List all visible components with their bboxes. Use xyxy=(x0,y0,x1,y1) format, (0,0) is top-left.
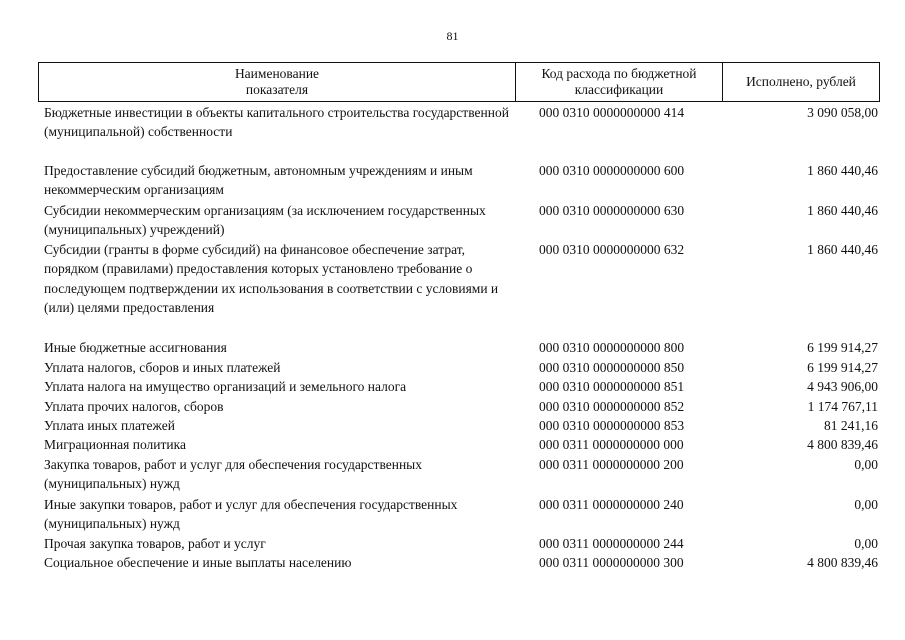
row-amount: 0,00 xyxy=(854,457,878,472)
row-amount: 1 860 440,46 xyxy=(807,242,878,257)
row-amount: 0,00 xyxy=(854,497,878,512)
table-header xyxy=(38,62,880,102)
row-code: 000 0310 0000000000 600 xyxy=(539,163,685,178)
row-name: Миграционная политика xyxy=(44,437,186,452)
row-code: 000 0311 0000000000 200 xyxy=(539,457,684,472)
row-amount: 3 090 058,00 xyxy=(807,105,878,120)
row-name: Предоставление субсидий бюджетным, автономным учреждениям и иным некоммерческим организациям xyxy=(44,163,473,198)
row-code: 000 0310 0000000000 800 xyxy=(539,340,685,355)
row-name: Социальное обеспечение и иные выплаты населению xyxy=(44,555,352,570)
row-amount: 81 241,16 xyxy=(824,418,878,433)
row-name: Субсидии некоммерческим организациям (за исключением государственных (муниципальных) учреждений) xyxy=(44,203,486,238)
row-name: Уплата налогов, сборов и иных платежей xyxy=(44,360,281,375)
row-code: 000 0311 0000000000 240 xyxy=(539,497,684,512)
row-code: 000 0310 0000000000 852 xyxy=(539,399,685,414)
row-name: Уплата прочих налогов, сборов xyxy=(44,399,224,414)
row-amount: 4 943 906,00 xyxy=(807,379,878,394)
row-code: 000 0310 0000000000 414 xyxy=(539,105,685,120)
row-amount: 0,00 xyxy=(854,536,878,551)
row-name: Иные закупки товаров, работ и услуг для обеспечения государственных (муниципальных) нужд xyxy=(44,497,458,532)
row-amount: 1 860 440,46 xyxy=(807,163,878,178)
row-code: 000 0310 0000000000 851 xyxy=(539,379,685,394)
row-name: Субсидии (гранты в форме субсидий) на финансовое обеспечение затрат, порядком (правилами) предоставления которых установлено требование о последующем подтверждении их использования в соответствии с условиями и (или) целями предоставления xyxy=(44,242,499,315)
row-amount: 1 174 767,11 xyxy=(807,399,878,414)
row-name: Бюджетные инвестиции в объекты капитального строительства государственной (муниципальной) собственности xyxy=(44,105,509,140)
row-code: 000 0310 0000000000 630 xyxy=(539,203,685,218)
row-name: Прочая закупка товаров, работ и услуг xyxy=(44,536,266,551)
row-code: 000 0310 0000000000 853 xyxy=(539,418,685,433)
header-amount-column: Исполнено, рублей xyxy=(746,74,856,89)
row-name: Уплата иных платежей xyxy=(44,418,175,433)
row-code: 000 0311 0000000000 300 xyxy=(539,555,684,570)
row-amount: 6 199 914,27 xyxy=(807,360,878,375)
header-name-column: Наименование показателя xyxy=(39,63,516,101)
row-amount: 4 800 839,46 xyxy=(807,555,878,570)
row-code: 000 0310 0000000000 632 xyxy=(539,242,685,257)
page-number: 81 xyxy=(446,29,459,43)
row-amount: 6 199 914,27 xyxy=(807,340,878,355)
row-code: 000 0311 0000000000 000 xyxy=(539,437,684,452)
header-code-column: Код расхода по бюджетной классификации xyxy=(516,63,723,101)
row-code: 000 0311 0000000000 244 xyxy=(539,536,684,551)
row-name: Иные бюджетные ассигнования xyxy=(44,340,227,355)
row-code: 000 0310 0000000000 850 xyxy=(539,360,685,375)
row-amount: 4 800 839,46 xyxy=(807,437,878,452)
row-amount: 1 860 440,46 xyxy=(807,203,878,218)
row-name: Уплата налога на имущество организаций и земельного налога xyxy=(44,379,407,394)
row-name: Закупка товаров, работ и услуг для обеспечения государственных (муниципальных) нужд xyxy=(44,457,423,492)
